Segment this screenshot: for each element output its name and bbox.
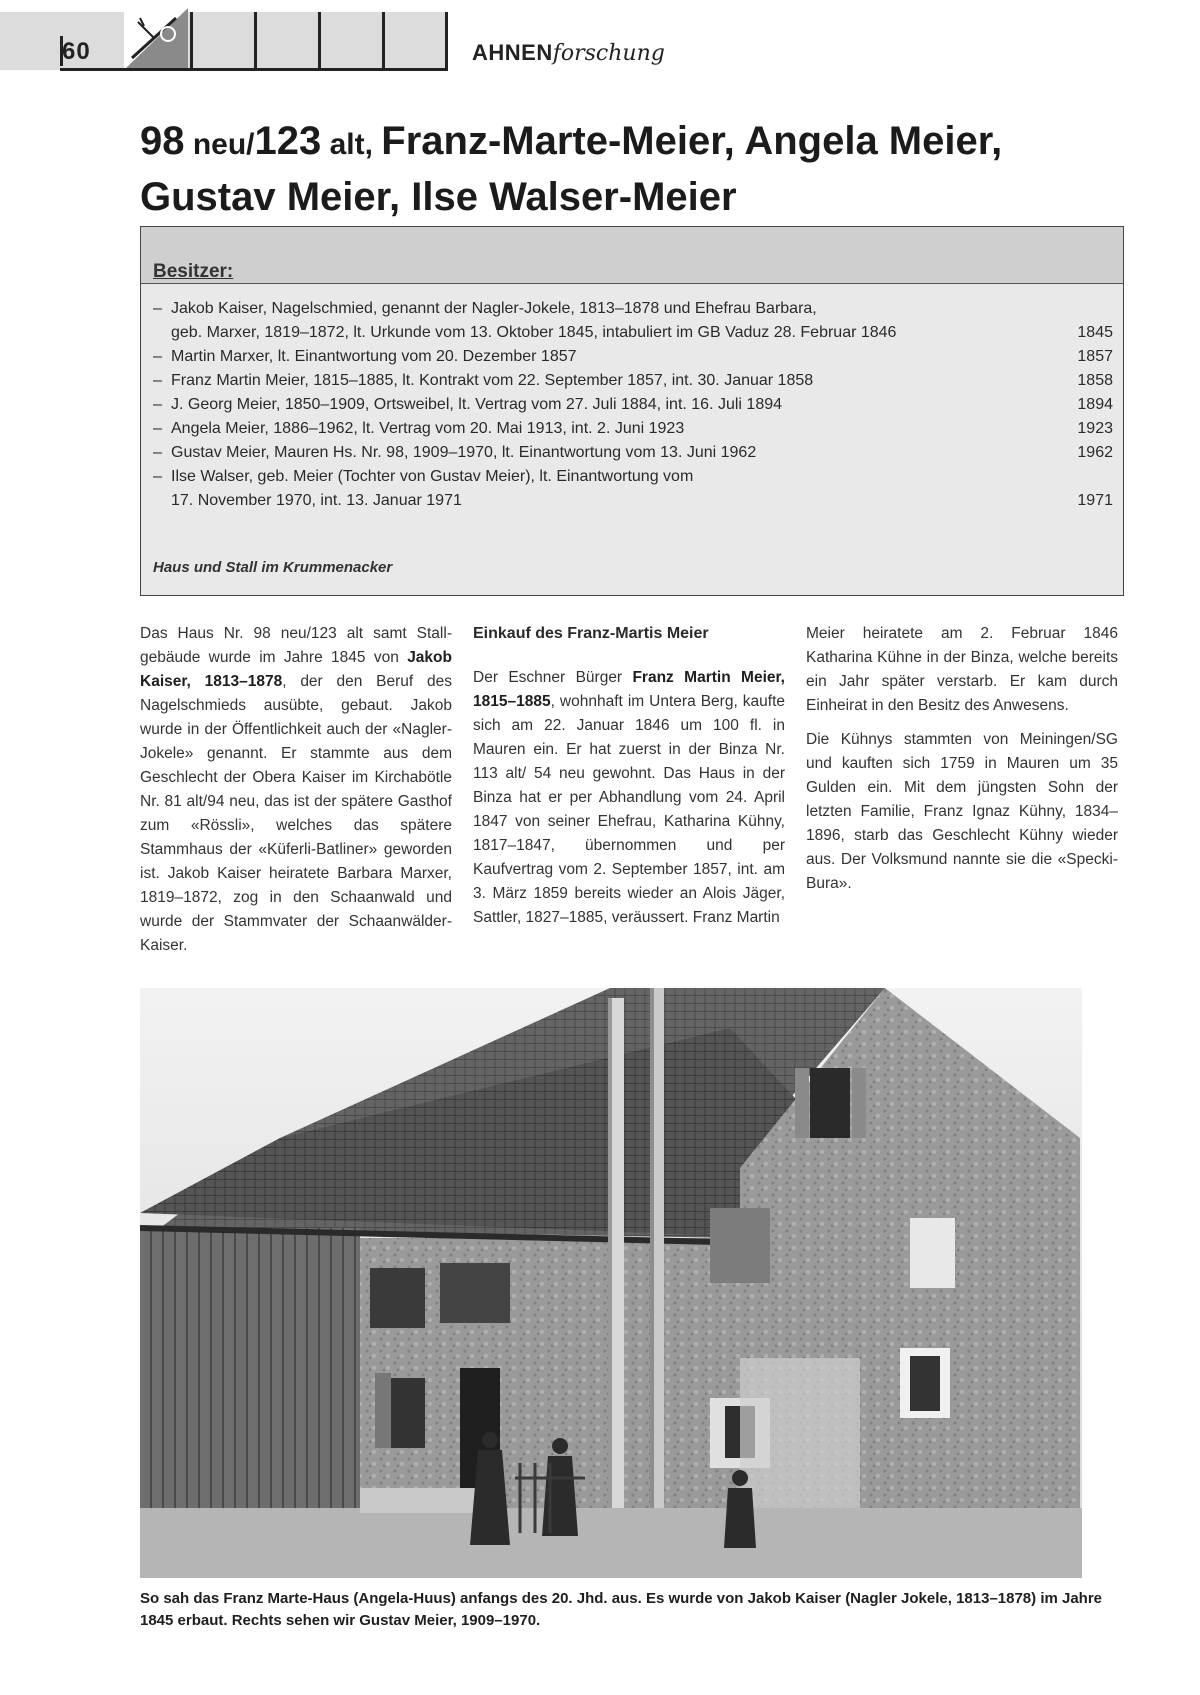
coat-of-arms-icon [124, 8, 188, 70]
owner-list [153, 297, 1113, 513]
owner-year: 1894 [1077, 396, 1113, 413]
magazine-title [472, 40, 665, 66]
owner-entry: – Jakob Kaiser, Nagelschmied, genannt der Nagler-Jokele, 1813–1878 und Ehefrau Barbara, geb. Marxer, 1819–1872, lt. Urkunde vom 13. Oktober 1845, intabuliert im GB Vaduz 28. Februar 1846 1845 [153, 297, 1113, 345]
owner-year: 1858 [1077, 372, 1113, 389]
photo-caption: So sah das Franz Marte-Haus (Angela-Huus) anfangs des 20. Jhd. aus. Es wurde von Jakob Kaiser (Nagler Jokele, 1813–1878) im Jahre 1845 erbaut. Rechts sehen wir Gustav Meier, 1909–1970. [140, 1590, 1103, 1629]
headline-number-new: 98 [140, 119, 185, 163]
owner-year: 1971 [1077, 492, 1113, 509]
header-rule [60, 68, 448, 71]
historic-house-photo [140, 988, 1082, 1578]
owner-entry: – Franz Martin Meier, 1815–1885, lt. Kontrakt vom 22. September 1857, int. 30. Januar 1858 1858 [153, 369, 1113, 393]
header-divider [445, 12, 448, 70]
owner-box [140, 226, 1124, 596]
article-column-2 [473, 622, 785, 930]
header-divider [382, 12, 385, 70]
article-headline [140, 115, 1080, 223]
column-subheading: Einkauf des Franz-Martis Meier [473, 625, 709, 642]
owner-year: 1923 [1077, 420, 1113, 437]
paragraph: Meier heiratete am 2. Februar 1846 Katharina Kühne in der Binza, welche bereits ein Jahr später verstarb. Er kam durch Einheirat in den Besitz des Anwesens. [806, 625, 1118, 714]
header-divider [318, 12, 321, 70]
headline-number-old: 123 [254, 119, 322, 163]
owner-year: 1845 [1077, 324, 1113, 341]
article-column-3 [806, 622, 1118, 896]
owner-box-header [141, 227, 1123, 284]
box-caption: Haus und Stall im Krummenacker [153, 559, 393, 576]
paragraph: Der Eschner Bürger Franz Martin Meier, 1815–1885, wohnhaft im Untera Berg, kaufte sich am 22. Januar 1846 um 100 fl. in Mauren ein. Er hat zuerst in der Binza Nr. 113 alt/ 54 neu gewohnt. Das Haus in der Binza hat er per Abhandlung vom 24. April 1847 von seiner Ehefrau, Katharina Kühny, 1817–1847, übernommen und per Kaufvertrag vom 2. September 1857, int. am 3. März 1859 bereits wieder an Alois Jäger, Sattler, 1827–1885, veräussert. Franz Martin [473, 669, 785, 926]
owner-year: 1962 [1077, 444, 1113, 461]
paragraph: Die Kühnys stammten von Meiningen/SG und kauften sich 1759 in Mauren um 35 Gulden ein. Mit dem jüngsten Sohn der letzten Familie, Franz Ignaz Kühny, 1834–1896, starb das Geschlecht Kühny wieder aus. Der Volksmund nannte sie die «Specki-Bura». [806, 731, 1118, 892]
header-divider [254, 12, 257, 70]
headline-word-new: neu/ [184, 128, 255, 161]
paragraph: Das Haus Nr. 98 neu/123 alt samt Stallgebäude wurde im Jahre 1845 von Jakob Kaiser, 1813–1878, der den Beruf des Nagelschmieds ausübte, gebaut. Jakob wurde in der Öffentlichkeit auch der «Nagler-Jokele» genannt. Er stammte aus dem Geschlecht der Obera Kaiser im Kirchabötle Nr. 81 alt/94 neu, das ist der spätere Gasthof zum «Rössli», welches das spätere Stammhaus der «Küferli-Batliner» geworden ist. Jakob Kaiser heiratete Barbara Marxer, 1819–1872, zog in den Schaanwald und wurde der Stammvater der Schaanwälder-Kaiser. [140, 625, 452, 954]
headline-word-old: alt, [321, 128, 382, 161]
magazine-title-bold: AHNEN [472, 40, 553, 65]
owner-entry: – Angela Meier, 1886–1962, lt. Vertrag vom 20. Mai 1913, int. 2. Juni 1923 1923 [153, 417, 1113, 441]
headline-names: Franz-Marte-Meier, Angela Meier, Gustav Meier, Ilse Walser-Meier [140, 119, 1003, 219]
header-divider [190, 12, 193, 70]
article-column-1 [140, 622, 452, 958]
owner-entry: – J. Georg Meier, 1850–1909, Ortsweibel, lt. Vertrag vom 27. Juli 1884, int. 16. Juli 1894 1894 [153, 393, 1113, 417]
owner-entry: – Gustav Meier, Mauren Hs. Nr. 98, 1909–1970, lt. Einantwortung vom 13. Juni 1962 1962 [153, 441, 1113, 465]
owner-entry: – Martin Marxer, lt. Einantwortung vom 20. Dezember 1857 1857 [153, 345, 1113, 369]
owner-label: Besitzer: [153, 261, 234, 282]
magazine-title-script: forschung [552, 41, 665, 66]
page-number: 60 [62, 38, 91, 65]
owner-entry: – Ilse Walser, geb. Meier (Tochter von Gustav Meier), lt. Einantwortung vom 17. November 1970, int. 13. Januar 1971 1971 [153, 465, 1113, 513]
owner-year: 1857 [1077, 348, 1113, 365]
